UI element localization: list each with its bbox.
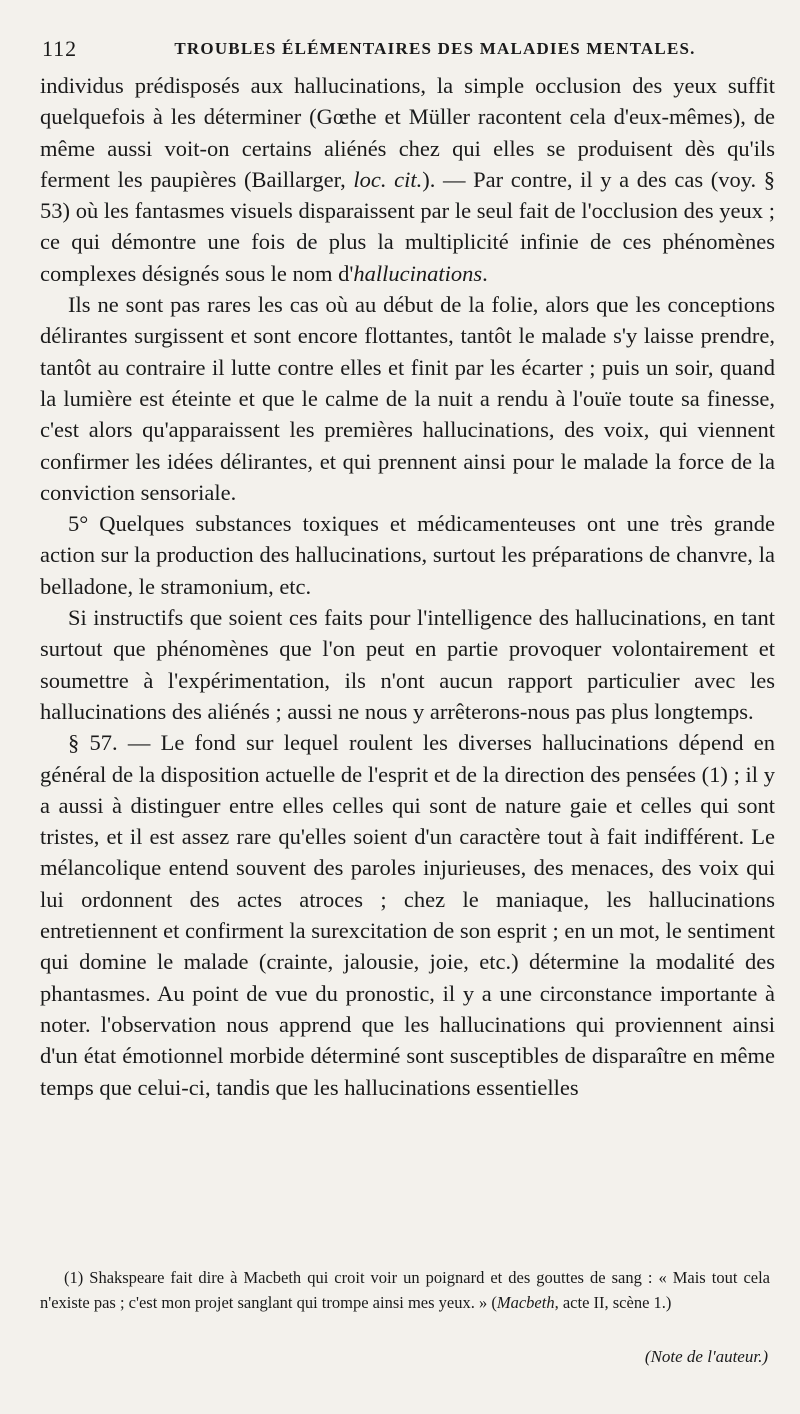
paragraph-2: Ils ne sont pas rares les cas où au début de la folie, alors que les conceptions délirantes surgissent et sont encore flottantes, tantôt le malade s'y laisse prendre, tantôt au contraire il lutte contre elles et finit par les écarter ; puis un soir, quand la lumière est éteinte et que le calme de la nuit a rendu à l'ouïe toute sa finesse, c'est alors qu'apparaissent les premières hallucinations, des voix, qui viennent confirmer les idées délirantes, et qui prennent ainsi pour le malade la force de la conviction sensoriale. — [40, 292, 775, 505]
footnote-attribution: (Note de l'auteur.) — [644, 1347, 768, 1366]
paragraph-5-section-57: § 57. — Le fond sur lequel roulent les diverses hallucinations dépend en général de la disposition actuelle de l'esprit et de la direction des pensées (1) ; il y a aussi à distinguer entre elles celles qui sont de nature gaie et celles qui sont tristes, et il est assez rare qu'elles soient d'un caractère tout à fait indifférent. Le mélancolique entend souvent des paroles injurieuses, des menaces, des voix qui lui ordonnent des actes atroces ; chez le maniaque, les hallucinations entretiennent et confirment la surexcitation de son esprit ; en un mot, le sentiment qui domine le malade (crainte, jalousie, joie, etc.) détermine la modalité des phantasmes. Au point de vue du pronostic, il y a une circonstance importante à noter. l'observation nous apprend que les hallucinations qui proviennent ainsi d'un état émotionnel morbide déterminé sont susceptibles de disparaître en même temps que celui-ci, tandis que les hallucinations essentielles — [40, 730, 775, 1100]
footnote — [40, 1265, 770, 1315]
paragraph-1: individus prédisposés aux hallucinations, la simple occlusion des yeux suffit quelquefois à les déterminer (Gœthe et Müller racontent cela d'eux-mêmes), de même aussi voit-on certains aliénés chez qui elles se produisent dès qu'ils ferment les paupières (Baillarger, loc. cit.). — Par contre, il y a des cas (voy. § 53) où les fantasmes visuels disparaissent par le seul fait de l'occlusion des yeux ; ce qui démontre une fois de plus la multiplicité infinie de ces phénomènes complexes désignés sous le nom d'hallucinations. — [40, 73, 775, 286]
paragraph-4: Si instructifs que soient ces faits pour l'intelligence des hallucinations, en tant surtout que phénomènes que l'on peut en partie provoquer volontairement et soumettre à l'expérimentation, ils n'ont aucun rapport particulier avec les hallucinations des aliénés ; aussi ne nous y arrêterons-nous pas plus longtemps. — [40, 605, 775, 724]
page-header — [40, 34, 790, 64]
paragraph-3: 5° Quelques substances toxiques et médicamenteuses ont une très grande action sur la production des hallucinations, surtout les préparations de chanvre, la belladone, le stramonium, etc. — [40, 511, 775, 599]
footnote-text: (1) Shakspeare fait dire à Macbeth qui croit voir un poignard et des gouttes de sang : « Mais tout cela n'existe pas ; c'est mon projet sanglant qui trompe ainsi mes yeux. » (Macbeth, acte II, scène 1.) — [40, 1268, 770, 1312]
page-number: 112 — [42, 36, 78, 61]
running-title: TROUBLES ÉLÉMENTAIRES DES MALADIES MENTALES. — [174, 39, 696, 58]
body-text — [40, 70, 775, 1103]
